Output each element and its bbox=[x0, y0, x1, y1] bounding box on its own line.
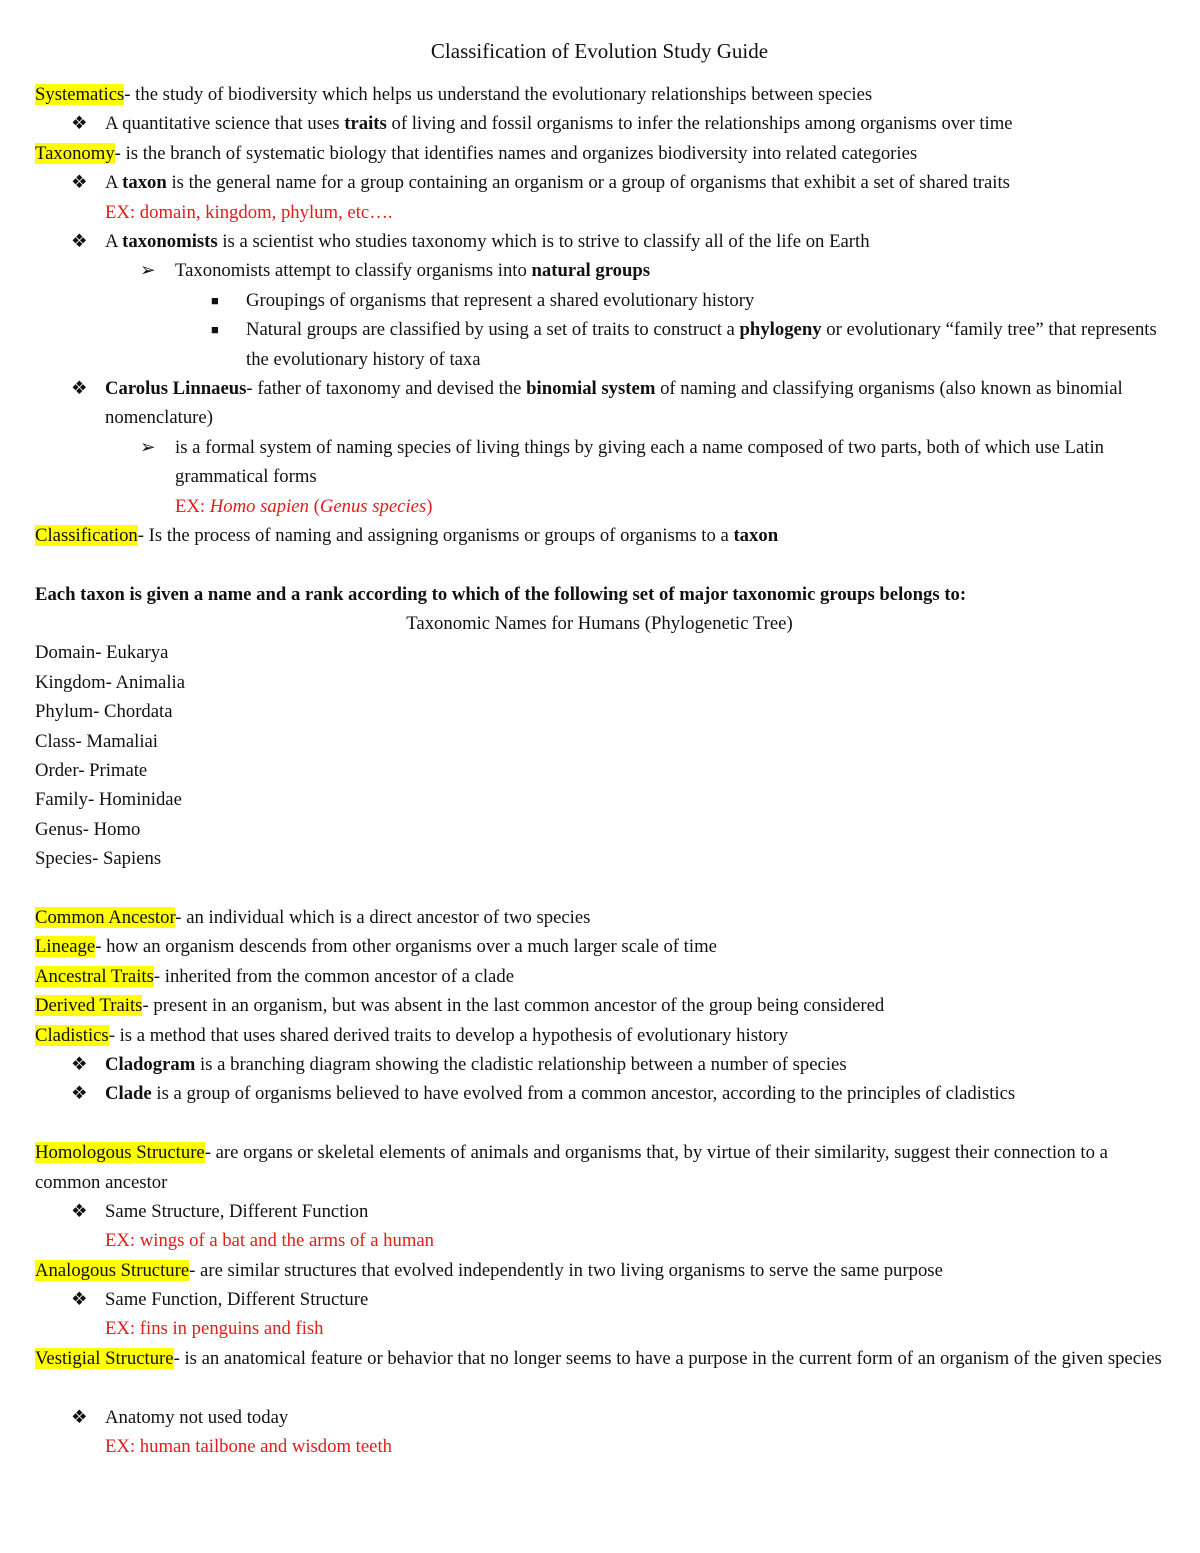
arrow-bullet-icon: ➢ bbox=[140, 260, 156, 282]
term-highlight: Systematics bbox=[35, 84, 125, 105]
sub-sub-bullet-item: ■ Natural groups are classified by using a set of traits to construct a phylogeny or evolutionary “family tree” that represents the evolutionary history of taxa bbox=[35, 315, 1164, 374]
cladistics-definition: Cladistics- is a method that uses shared derived traits to develop a hypothesis of evolutionary history bbox=[35, 1024, 789, 1046]
lineage-definition: Lineage- how an organism descends from other organisms over a much larger scale of time bbox=[35, 936, 717, 958]
diamond-bullet-icon: ❖ bbox=[71, 1200, 88, 1222]
square-bullet-icon: ■ bbox=[211, 322, 219, 338]
bullet-item: ❖ Clade is a group of organisms believed to have evolved from a common ancestor, according to the principles of cladistics bbox=[35, 1079, 1164, 1108]
term-highlight: Taxonomy bbox=[35, 142, 115, 164]
square-bullet-icon: ■ bbox=[211, 292, 219, 308]
diamond-bullet-icon: ❖ bbox=[71, 1053, 88, 1075]
sub-bullet-item: ➢ is a formal system of naming species of living things by giving each a name composed of two parts, both of which use Latin grammatical forms bbox=[35, 433, 1164, 492]
bullet-item: ❖ A quantitative science that uses traits of living and fossil organisms to infer the relationships among organisms over time bbox=[35, 109, 1164, 138]
bullet-item: ❖ A taxonomists is a scientist who studies taxonomy which is to strive to classify all of the life on Earth bbox=[35, 227, 1164, 256]
systematics-definition: Systematics- the study of biodiversity which helps us understand the evolutionary relationships between species bbox=[35, 84, 873, 105]
term-highlight: Homologous Structure bbox=[35, 1142, 205, 1164]
rank-item: Species- Sapiens bbox=[35, 848, 162, 870]
common-ancestor-definition: Common Ancestor- an individual which is a direct ancestor of two species bbox=[35, 906, 591, 928]
example-text: EX: domain, kingdom, phylum, etc…. bbox=[105, 201, 393, 223]
term-highlight: Vestigial Structure bbox=[35, 1347, 174, 1369]
rank-item: Class- Mamaliai bbox=[35, 730, 159, 752]
bullet-item: ❖ Same Structure, Different Function bbox=[35, 1197, 1164, 1226]
spacer bbox=[35, 874, 1164, 903]
diamond-bullet-icon: ❖ bbox=[71, 230, 88, 252]
diamond-bullet-icon: ❖ bbox=[71, 1083, 88, 1105]
term-highlight: Common Ancestor bbox=[35, 906, 176, 928]
ranks-heading: Each taxon is given a name and a rank according to which of the following set of major taxonomic groups belongs to: bbox=[35, 583, 967, 605]
term-highlight: Classification bbox=[35, 524, 138, 546]
sub-bullet-item: ➢ Taxonomists attempt to classify organisms into natural groups bbox=[35, 256, 1164, 285]
homologous-definition: Homologous Structure- are organs or skeletal elements of animals and organisms that, by virtue of their similarity, suggest their connection to a common ancestor bbox=[35, 1142, 1108, 1193]
vestigial-definition: Vestigial Structure- is an anatomical feature or behavior that no longer seems to have a purpose in the current form of an organism of the given species bbox=[35, 1347, 1162, 1369]
example-text: EX: Homo sapien (Genus species) bbox=[175, 495, 433, 517]
term-highlight: Cladistics bbox=[35, 1024, 109, 1046]
analogous-definition: Analogous Structure- are similar structures that evolved independently in two living organisms to serve the same purpose bbox=[35, 1259, 943, 1281]
diamond-bullet-icon: ❖ bbox=[71, 1406, 88, 1428]
example-text: EX: human tailbone and wisdom teeth bbox=[105, 1436, 393, 1458]
page-title: Classification of Evolution Study Guide bbox=[430, 39, 769, 63]
rank-item: Phylum- Chordata bbox=[35, 701, 173, 723]
term-highlight: Lineage bbox=[35, 936, 96, 958]
term-highlight: Ancestral Traits bbox=[35, 965, 154, 987]
term-highlight: Derived Traits bbox=[35, 995, 143, 1017]
bullet-item: ❖ A taxon is the general name for a group containing an organism or a group of organisms that exhibit a set of shared traits bbox=[35, 168, 1164, 197]
example-text: EX: wings of a bat and the arms of a human bbox=[105, 1230, 435, 1252]
ranks-subheading: Taxonomic Names for Humans (Phylogenetic Tree) bbox=[406, 613, 793, 635]
derived-traits-definition: Derived Traits- present in an organism, but was absent in the last common ancestor of the group being considered bbox=[35, 995, 885, 1017]
diamond-bullet-icon: ❖ bbox=[71, 377, 88, 399]
ancestral-traits-definition: Ancestral Traits- inherited from the common ancestor of a clade bbox=[35, 965, 514, 987]
bullet-item: ❖ Cladogram is a branching diagram showing the cladistic relationship between a number of species bbox=[35, 1050, 1164, 1079]
rank-item: Kingdom- Animalia bbox=[35, 671, 186, 693]
classification-definition: Classification- Is the process of naming and assigning organisms or groups of organisms to a taxon bbox=[35, 524, 779, 546]
example-text: EX: fins in penguins and fish bbox=[105, 1318, 324, 1340]
bullet-item: ❖ Same Function, Different Structure bbox=[35, 1285, 1164, 1314]
rank-item: Order- Primate bbox=[35, 760, 148, 782]
spacer bbox=[35, 550, 1164, 579]
rank-item: Genus- Homo bbox=[35, 818, 141, 840]
rank-item: Family- Hominidae bbox=[35, 789, 182, 811]
term-highlight: Analogous Structure bbox=[35, 1259, 190, 1281]
diamond-bullet-icon: ❖ bbox=[71, 113, 88, 135]
diamond-bullet-icon: ❖ bbox=[71, 1289, 88, 1311]
sub-sub-bullet-item: ■ Groupings of organisms that represent a shared evolutionary history bbox=[35, 286, 1164, 315]
taxonomy-definition: Taxonomy- is the branch of systematic biology that identifies names and organizes biodiversity into related categories bbox=[35, 142, 918, 164]
spacer bbox=[35, 1109, 1164, 1138]
bullet-item: ❖ Anatomy not used today bbox=[35, 1403, 1164, 1432]
bullet-item: ❖ Carolus Linnaeus- father of taxonomy and devised the binomial system of naming and classifying organisms (also known as binomial nomenclature) bbox=[35, 374, 1164, 433]
arrow-bullet-icon: ➢ bbox=[140, 436, 156, 458]
rank-item: Domain- Eukarya bbox=[35, 642, 169, 664]
diamond-bullet-icon: ❖ bbox=[71, 172, 88, 194]
